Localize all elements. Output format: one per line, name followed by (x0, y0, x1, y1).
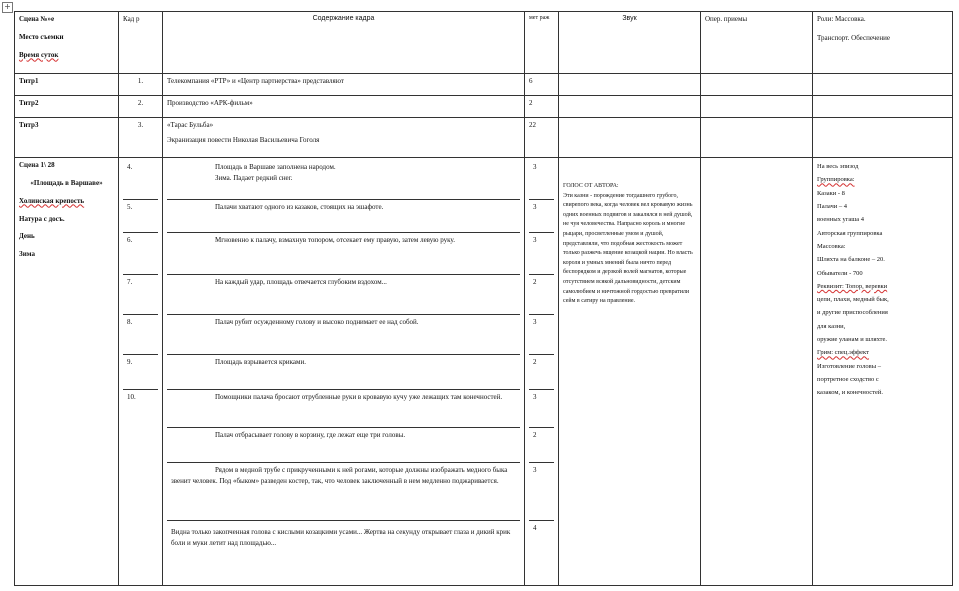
shot-meter: 3 (529, 463, 554, 521)
props-line: цепи, плахи, медный бык, (817, 296, 889, 304)
props-line: военных угаша 4 (817, 216, 865, 224)
shot-num-column (119, 158, 163, 586)
props-line: Авторская группировка (817, 229, 883, 237)
shot-meter: 3 (529, 160, 554, 200)
row-num: 3. (119, 118, 163, 158)
author-voice-title: ГОЛОС ОТ АВТОРА: (563, 183, 619, 189)
scene-info-line: Натура с досъ. (19, 214, 65, 223)
shot-meter: 4 (533, 524, 537, 532)
props-cell (813, 158, 953, 586)
header-content: Содержание кадра (163, 12, 525, 74)
shot-num: 4. (123, 160, 158, 200)
props-line: Реквизит: Топор, веревки (817, 282, 888, 290)
header-scene-cell (15, 12, 119, 74)
shot-text: Палачи хватают одного из казаков, стоящих на эшафоте. (167, 200, 520, 233)
header-scene-line: Место съемки (19, 32, 64, 41)
header-sound: Звук (559, 12, 701, 74)
author-voice-text: Эти казни - порождение тогдашнего грубого, свирепого века, когда человек вел кровавую жизнь одних военных подвигов и закалялся в ней душой, не чуя человечества. Напрасно король и многие рыцари, просветленные умом и душой, представляли, что подобная жестокость может только разжечь мщение козацкой нации. Но власть короля и умных мнений была ничто перед беспорядком и дерзкой волей магнатов, которые отсутствием всякой дальновидности, детским самолюбием и ничтожной гордостью превратили сейм в сатиру на правление. (563, 192, 693, 305)
shot-text: Видна только закопченная голова с кислыми козацкими усами... Жертва на секунду открывает глаза и дикий крик боли и муки летит над площадью... (171, 528, 511, 547)
props-line: портретное сходство с (817, 376, 879, 383)
shot-text-column (163, 158, 525, 586)
props-line: Группировка: (817, 176, 855, 184)
row-text: Производство «АРК-фильм» (163, 96, 525, 118)
shot-num: 8. (123, 315, 158, 355)
shot-text-line: Зима. Падает редкий снег. (215, 174, 293, 183)
shot-meter: 3 (529, 390, 554, 428)
props-line: Грим: спец.эффект (817, 349, 869, 357)
shot-text: На каждый удар, площадь отвечается глубоким вздохом... (167, 275, 520, 315)
row-meter: 22 (525, 118, 559, 158)
row-text (163, 118, 525, 158)
shot-meter: 2 (529, 275, 554, 315)
shot-text: Палач отбрасывает голову в корзину, где лежат еще три головы. (167, 428, 520, 463)
shot-meter: 2 (529, 428, 554, 463)
author-voice (563, 182, 696, 307)
shot-text: Площадь взрывается криками. (167, 355, 520, 390)
row-label: Титр1 (15, 74, 119, 96)
header-scene-line: Сцена №»е (19, 15, 55, 23)
header-shot-no: Кад р (119, 12, 163, 74)
header-props-line: Роли: Массовка. (817, 15, 866, 23)
header-props-line: Транспорт. Обеспечение (817, 33, 890, 42)
props-line: Изготовление головы – (817, 362, 881, 370)
table-row (15, 118, 953, 158)
table-move-handle-icon[interactable]: + (2, 2, 13, 13)
shot-meter: 2 (529, 355, 554, 390)
shot-num: 5. (123, 200, 158, 233)
props-line: Палачи – 4 (817, 202, 848, 210)
row-meter: 6 (525, 74, 559, 96)
scene-info-line: Сцена 1\ 28 (19, 161, 55, 169)
scene-info-line: День (19, 232, 35, 241)
row-text-line: «Тарас Бульба» (167, 121, 214, 129)
row-num: 1. (119, 74, 163, 96)
header-row (15, 12, 953, 74)
scene-info-line: Холинская крепость (19, 196, 85, 205)
props-line: На весь эпизод (817, 163, 859, 170)
shot-text: Мгновенно к палачу, взмахнув топором, отсекает ему правую, затем левую руку. (167, 233, 520, 275)
sound-cell (559, 158, 701, 586)
shot-text: Рядом в медной трубе с прикрученными к ней рогами, которые должны изображать медного быка звенит человек. Под «быком» разведен костер, так, что человек заключенный в нем медленно поджаривается. (167, 463, 520, 521)
props-line: Шляхта на балконе – 20. (817, 256, 885, 264)
shot-text-line: Площадь в Варшаве заполнена народом. (215, 163, 336, 171)
shot-num: 9. (123, 355, 158, 390)
header-operator: Опер. приемы (701, 12, 813, 74)
header-scene-line: Время суток (19, 50, 59, 59)
header-props (813, 12, 953, 74)
shot-text: Помощники палача бросают отрубленные руки в кровавую кучу уже лежащих там конечностей. (167, 390, 520, 428)
row-text-line: Экранизация повести Николая Васильевича Гоголя (167, 135, 320, 144)
shot-num: 6. (123, 233, 158, 275)
scene-info-line: Зима (19, 250, 35, 259)
props-line: Массовка: (817, 242, 846, 250)
row-label: Титр3 (15, 118, 119, 158)
table-row (15, 74, 953, 96)
screenplay-table (14, 11, 953, 586)
scene-info-line: «Площадь в Варшаве» (30, 178, 103, 187)
shot-meter: 3 (529, 315, 554, 355)
row-text: Телекомпания «РТР» и «Центр партнерства» представляют (163, 74, 525, 96)
props-line: Обыватели - 700 (817, 269, 863, 277)
props-line: оружие уланам и шляхте. (817, 336, 888, 344)
shot-num: 10. (127, 393, 136, 401)
row-label: Титр2 (15, 96, 119, 118)
props-line: для казни, (817, 322, 846, 330)
scene-row (15, 158, 953, 586)
row-num: 2. (119, 96, 163, 118)
header-meter: мет раж (525, 12, 559, 74)
props-line: казаком, и конечностей. (817, 389, 883, 397)
shot-meter: 3 (529, 200, 554, 233)
operator-cell (701, 158, 813, 586)
row-meter: 2 (525, 96, 559, 118)
table-row (15, 96, 953, 118)
shot-num: 7. (123, 275, 158, 315)
shot-meter: 3 (529, 233, 554, 275)
shot-text (167, 160, 520, 200)
shot-meter-column (525, 158, 559, 586)
shot-text: Палач рубит осужденному голову и высоко поднимает ее над собой. (167, 315, 520, 355)
props-line: и другие приспособления (817, 309, 888, 317)
scene-info-cell (15, 158, 119, 586)
props-line: Казаки - 8 (817, 189, 845, 197)
